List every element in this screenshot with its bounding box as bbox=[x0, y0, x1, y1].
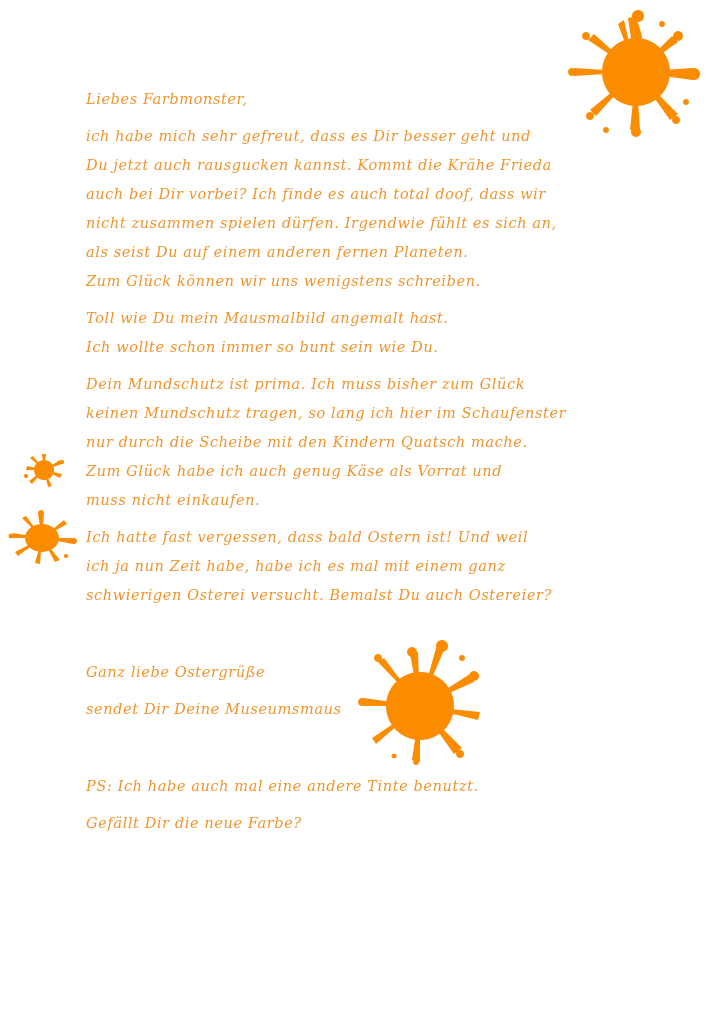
paint-splat-icon bbox=[8, 508, 78, 568]
text-line: Ich wollte schon immer so bunt sein wie Du. bbox=[86, 340, 439, 356]
text-line: auch bei Dir vorbei? Ich finde es auch total doof, dass wir bbox=[86, 187, 546, 203]
text-line: nur durch die Scheibe mit den Kindern Quatsch mache. bbox=[86, 435, 528, 451]
postscript-line: Gefällt Dir die neue Farbe? bbox=[86, 816, 302, 832]
paragraph-4 bbox=[86, 524, 626, 611]
text-line: muss nicht einkaufen. bbox=[86, 493, 261, 509]
text-line: nicht zusammen spielen dürfen. Irgendwie fühlt es sich an, bbox=[86, 216, 557, 232]
text-line: Zum Glück können wir uns wenigstens schreiben. bbox=[86, 274, 481, 290]
letter-body bbox=[86, 86, 626, 839]
text-line: ich habe mich sehr gefreut, dass es Dir besser geht und bbox=[86, 129, 531, 145]
text-line: keinen Mundschutz tragen, so lang ich hier im Schaufenster bbox=[86, 406, 567, 422]
paragraph-1 bbox=[86, 123, 626, 297]
postscript-line: PS: Ich habe auch mal eine andere Tinte benutzt. bbox=[86, 779, 479, 795]
paragraph-3 bbox=[86, 371, 626, 516]
paragraph-2 bbox=[86, 305, 626, 363]
letter-closing: Ganz liebe Ostergrüße bbox=[86, 665, 266, 681]
text-line: Toll wie Du mein Mausmalbild angemalt hast. bbox=[86, 311, 449, 327]
letter-signature: sendet Dir Deine Museumsmaus bbox=[86, 702, 342, 718]
text-line: schwierigen Osterei versucht. Bemalst Du auch Ostereier? bbox=[86, 588, 552, 604]
text-line: ich ja nun Zeit habe, habe ich es mal mit einem ganz bbox=[86, 559, 506, 575]
text-line: Zum Glück habe ich auch genug Käse als Vorrat und bbox=[86, 464, 503, 480]
text-line: Du jetzt auch rausgucken kannst. Kommt die Krähe Frieda bbox=[86, 158, 552, 174]
text-line: Dein Mundschutz ist prima. Ich muss bisher zum Glück bbox=[86, 377, 526, 393]
paint-splat-icon bbox=[22, 450, 66, 490]
letter-greeting: Liebes Farbmonster, bbox=[86, 92, 248, 108]
text-line: als seist Du auf einem anderen fernen Planeten. bbox=[86, 245, 469, 261]
text-line: Ich hatte fast vergessen, dass bald Ostern ist! Und weil bbox=[86, 530, 529, 546]
